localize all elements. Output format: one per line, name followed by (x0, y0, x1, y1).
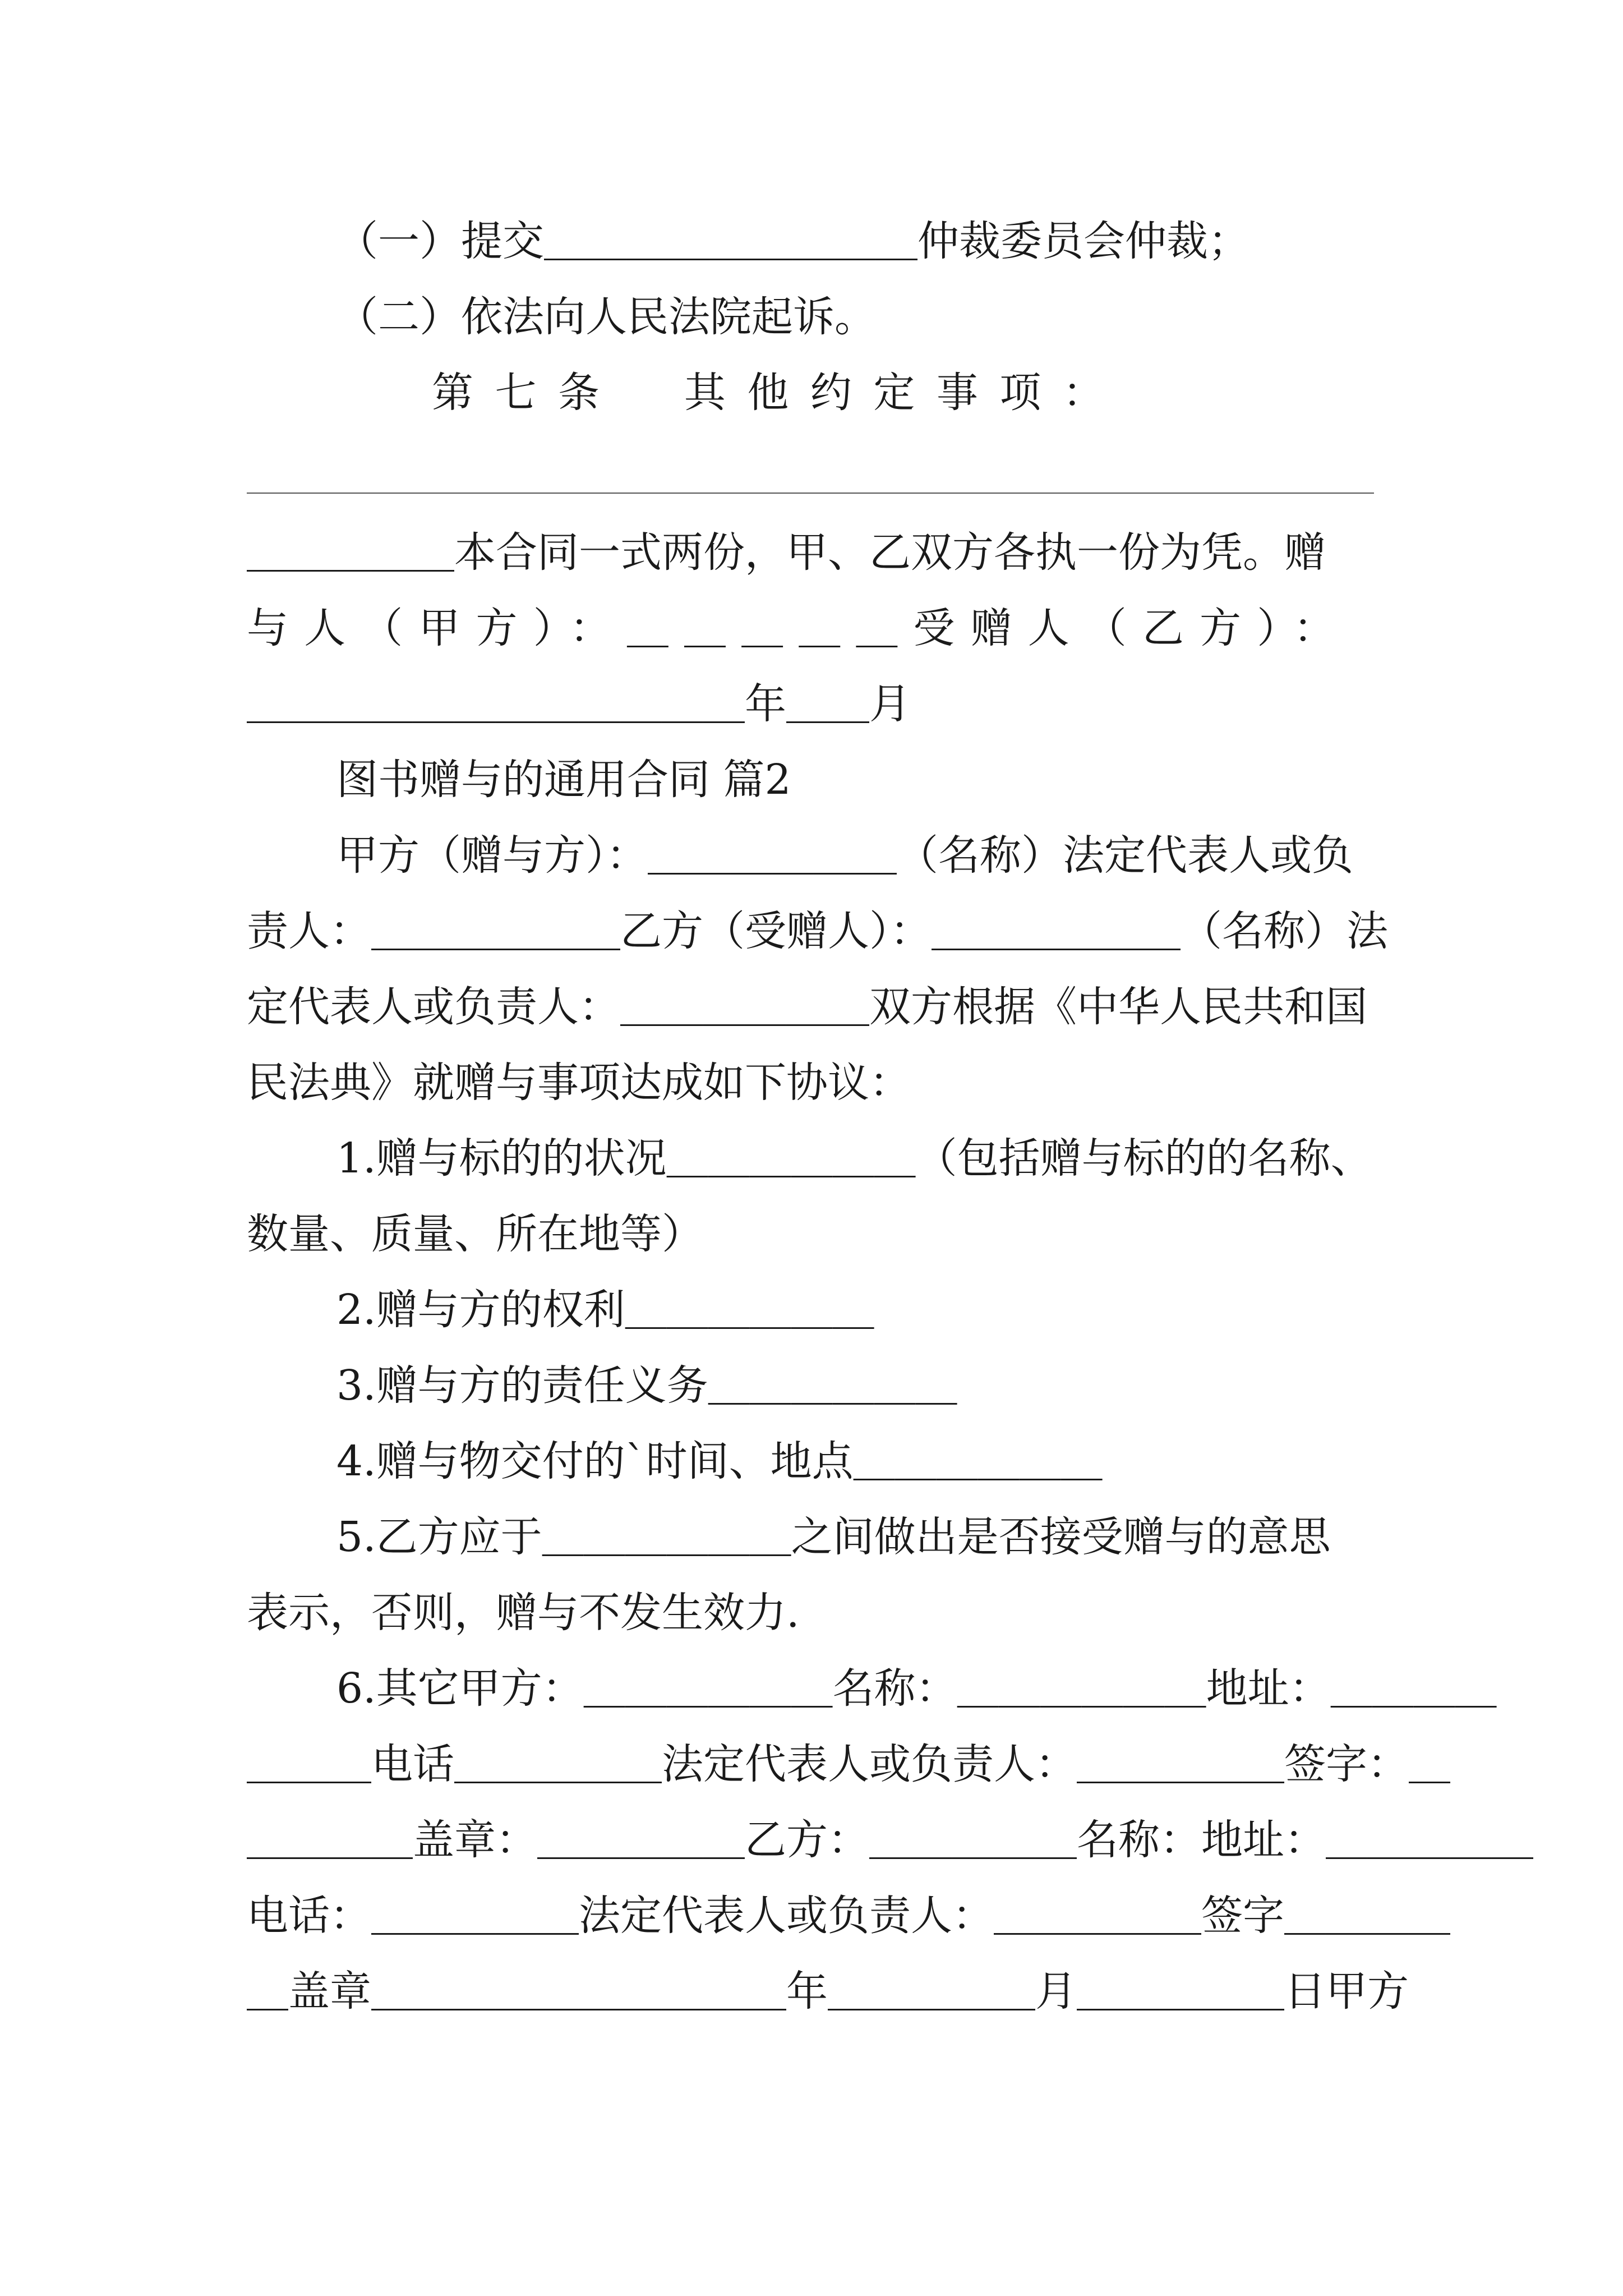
item-6-line: 6.其它甲方：＿＿＿＿＿＿名称：＿＿＿＿＿＿地址：＿＿＿＿ (336, 1664, 1497, 1713)
date-line: ＿＿＿＿＿＿＿＿＿＿＿＿年＿＿月 (247, 680, 911, 728)
party-b-line: 责人：＿＿＿＿＿＿乙方（受赠人）：＿＿＿＿＿＿（名称）法 (247, 907, 1388, 955)
section-title: 图书赠与的通用合同 篇2 (336, 756, 791, 804)
clause-arbitration-line: （一）提交＿＿＿＿＿＿＿＿＿仲裁委员会仲裁； (336, 217, 1249, 265)
party-a-line: 甲方（赠与方）：＿＿＿＿＿＿（名称）法定代表人或负 (336, 831, 1353, 880)
blank-rule (247, 493, 1374, 494)
item-3-line: 3.赠与方的责任义务＿＿＿＿＿＿ (336, 1361, 957, 1410)
item-5-line: 5.乙方应于＿＿＿＿＿＿之间做出是否接受赠与的意思 (336, 1513, 1331, 1561)
item-5-cont-line: 表示，否则，赠与不发生效力. (247, 1589, 800, 1637)
item-1-cont-line: 数量、质量、所在地等） (247, 1210, 703, 1258)
contract-copies-line: ＿＿＿＿＿本合同一式两份，甲、乙双方各执一份为凭。赠 (247, 528, 1326, 577)
signature-line-3: 电话：＿＿＿＿＿法定代表人或负责人：＿＿＿＿＿签字＿＿＿＿ (247, 1892, 1450, 1940)
donor-donee-line: 与人（甲方）：＿＿＿＿＿受赠人（乙方）： (247, 604, 1351, 652)
item-1-line: 1.赠与标的的状况＿＿＿＿＿＿（包括赠与标的的名称、 (336, 1134, 1372, 1182)
clause-litigation-line: （二）依法向人民法院起诉。 (336, 293, 876, 341)
item-2-line: 2.赠与方的权利＿＿＿＿＿＿ (336, 1286, 874, 1334)
article-seven-heading: 第七条 其他约定事项： (432, 369, 1126, 417)
signature-line-1: ＿＿＿电话＿＿＿＿＿法定代表人或负责人：＿＿＿＿＿签字：＿ (247, 1740, 1450, 1788)
legal-basis-line: 定代表人或负责人：＿＿＿＿＿＿双方根据《中华人民共和国 (247, 983, 1367, 1031)
signature-line-2: ＿＿＿＿盖章：＿＿＿＿＿乙方：＿＿＿＿＿名称：地址：＿＿＿＿＿ (247, 1816, 1533, 1864)
item-4-line: 4.赠与物交付的`时间、地点＿＿＿＿＿＿ (336, 1437, 1103, 1485)
signature-line-4: ＿盖章＿＿＿＿＿＿＿＿＿＿年＿＿＿＿＿月＿＿＿＿＿日甲方 (247, 1967, 1409, 2016)
agreement-intro-line: 民法典》就赠与事项达成如下协议： (247, 1059, 911, 1107)
